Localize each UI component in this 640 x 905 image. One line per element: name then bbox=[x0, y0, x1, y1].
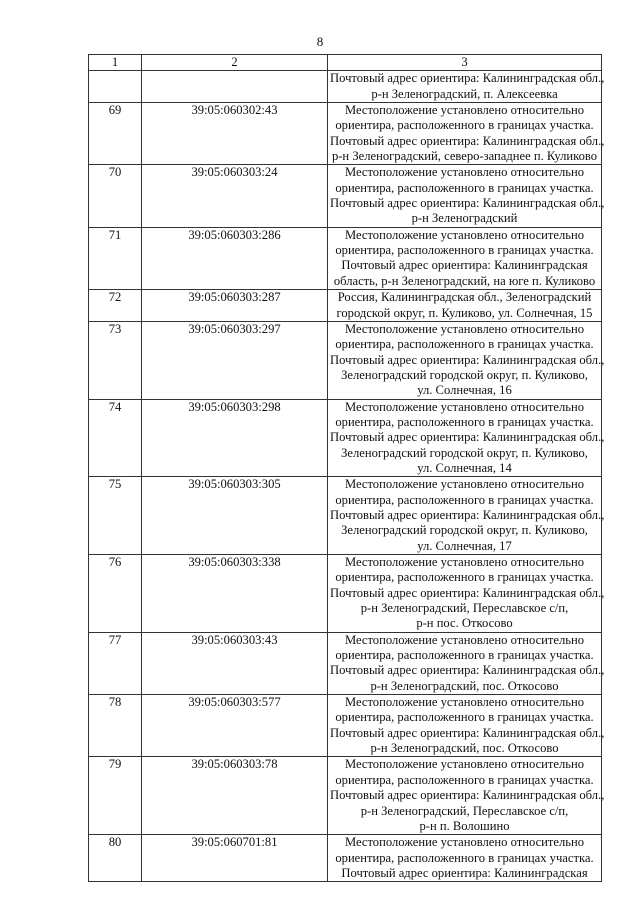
description-line: ориентира, расположенного в границах участка. bbox=[335, 180, 594, 195]
description-line: ориентира, расположенного в границах участка. bbox=[335, 772, 594, 787]
table-row bbox=[89, 71, 602, 103]
location-description bbox=[328, 757, 605, 835]
description-line: Местоположение установлено относительно bbox=[344, 165, 585, 180]
cadastral-number: 39:05:060303:577 bbox=[142, 695, 328, 757]
description-line: р-н Зеленоградский, п. Алексеевка bbox=[371, 86, 558, 101]
row-number: 80 bbox=[89, 835, 142, 882]
description-line: Почтовый адрес ориентира: Калининградская bbox=[341, 258, 588, 273]
table-row bbox=[89, 165, 602, 227]
cadastral-number: 39:05:060303:305 bbox=[142, 477, 328, 555]
table-row bbox=[89, 399, 602, 477]
row-number: 77 bbox=[89, 632, 142, 694]
header-col-3: 3 bbox=[328, 55, 602, 71]
row-number: 79 bbox=[89, 757, 142, 835]
description-line: Местоположение установлено относительно bbox=[344, 227, 585, 242]
row-number: 72 bbox=[89, 290, 142, 322]
table-row bbox=[89, 227, 602, 289]
table-body bbox=[89, 71, 605, 882]
location-description bbox=[328, 399, 605, 477]
description-line: ориентира, расположенного в границах участка. bbox=[335, 492, 594, 507]
row-number: 74 bbox=[89, 399, 142, 477]
row-number: 73 bbox=[89, 321, 142, 399]
location-description bbox=[328, 477, 605, 555]
cadastral-number: 39:05:060303:338 bbox=[142, 555, 328, 633]
location-description bbox=[328, 71, 605, 103]
table-row bbox=[89, 695, 602, 757]
description-line: ул. Солнечная, 16 bbox=[417, 383, 512, 398]
row-number: 69 bbox=[89, 103, 142, 165]
description-line: ориентира, расположенного в границах участка. bbox=[335, 570, 594, 585]
description-line: ориентира, расположенного в границах участка. bbox=[335, 243, 594, 258]
description-line: ориентира, расположенного в границах участка. bbox=[335, 118, 594, 133]
cadastral-number: 39:05:060303:298 bbox=[142, 399, 328, 477]
description-line: Почтовый адрес ориентира: Калининградская обл., bbox=[330, 352, 605, 367]
description-line: Почтовый адрес ориентира: Калининградская обл., bbox=[330, 788, 605, 803]
description-line: р-н Зеленоградский bbox=[411, 211, 518, 226]
description-line: р-н Зеленоградский, пос. Откосово bbox=[370, 741, 559, 756]
description-line: р-н пос. Откосово bbox=[416, 616, 513, 631]
cadastral-number: 39:05:060302:43 bbox=[142, 103, 328, 165]
description-line: Почтовый адрес ориентира: Калининградская обл., bbox=[330, 725, 605, 740]
row-number: 70 bbox=[89, 165, 142, 227]
table-row bbox=[89, 632, 602, 694]
description-line: р-н Зеленоградский, Переславское с/п, bbox=[360, 601, 569, 616]
description-line: ул. Солнечная, 14 bbox=[417, 460, 512, 475]
cadastral-number: 39:05:060303:286 bbox=[142, 227, 328, 289]
header-col-1: 1 bbox=[89, 55, 142, 71]
description-line: Местоположение установлено относительно bbox=[344, 321, 585, 336]
row-number: 71 bbox=[89, 227, 142, 289]
description-line: Местоположение установлено относительно bbox=[344, 555, 585, 569]
table-row bbox=[89, 321, 602, 399]
description-line: Зеленоградский городской округ, п. Куликово, bbox=[341, 367, 588, 382]
location-description bbox=[328, 695, 605, 757]
location-description bbox=[328, 835, 602, 882]
description-line: Почтовый адрес ориентира: Калининградская обл., bbox=[330, 133, 605, 148]
header-col-2: 2 bbox=[142, 55, 328, 71]
description-line: ориентира, расположенного в границах участка. bbox=[335, 337, 594, 352]
row-number: 78 bbox=[89, 695, 142, 757]
description-line: Местоположение установлено относительно bbox=[344, 477, 585, 492]
location-description bbox=[328, 555, 605, 633]
description-line: Местоположение установлено относительно bbox=[344, 835, 585, 850]
row-number: 75 bbox=[89, 477, 142, 555]
location-description bbox=[328, 103, 605, 165]
description-line: ориентира, расположенного в границах участка. bbox=[335, 850, 594, 865]
description-line: Почтовый адрес ориентира: Калининградская обл., bbox=[330, 663, 605, 678]
table-header-row bbox=[89, 55, 602, 71]
table-row bbox=[89, 477, 602, 555]
cadastral-number: 39:05:060303:287 bbox=[142, 290, 328, 322]
page-number: 8 bbox=[316, 34, 324, 49]
description-line: Почтовый адрес ориентира: Калининградская обл., bbox=[330, 430, 605, 445]
row-number: 76 bbox=[89, 555, 142, 633]
description-line: Зеленоградский городской округ, п. Куликово, bbox=[341, 523, 588, 538]
cadastral-number bbox=[142, 71, 328, 103]
description-line: область, р-н Зеленоградский, на юге п. Куликово bbox=[333, 273, 596, 288]
description-line: Россия, Калининградская обл., Зеленоградский bbox=[337, 290, 592, 305]
description-line: городской округ, п. Куликово, ул. Солнечная, 15 bbox=[336, 305, 593, 320]
description-line: Почтовый адрес ориентира: Калининградская обл., bbox=[330, 507, 605, 522]
description-line: ул. Солнечная, 17 bbox=[417, 538, 512, 553]
table-row bbox=[89, 757, 602, 835]
cadastral-number: 39:05:060303:297 bbox=[142, 321, 328, 399]
table-row bbox=[89, 835, 602, 882]
description-line: р-н п. Волошино bbox=[419, 818, 510, 833]
cadastral-number: 39:05:060303:78 bbox=[142, 757, 328, 835]
description-line: Местоположение установлено относительно bbox=[344, 399, 585, 414]
description-line: ориентира, расположенного в границах участка. bbox=[335, 648, 594, 663]
description-line: Местоположение установлено относительно bbox=[344, 103, 585, 118]
parcels-table bbox=[88, 54, 605, 882]
location-description bbox=[328, 165, 605, 227]
cadastral-number: 39:05:060303:43 bbox=[142, 632, 328, 694]
row-number bbox=[89, 71, 142, 103]
description-line: ориентира, расположенного в границах участка. bbox=[335, 414, 594, 429]
location-description bbox=[328, 290, 602, 322]
table-row bbox=[89, 290, 602, 322]
location-description bbox=[328, 227, 602, 289]
cadastral-number: 39:05:060701:81 bbox=[142, 835, 328, 882]
description-line: Местоположение установлено относительно bbox=[344, 695, 585, 710]
description-line: Почтовый адрес ориентира: Калининградская bbox=[341, 865, 588, 880]
description-line: Почтовый адрес ориентира: Калининградская обл., bbox=[330, 585, 605, 600]
description-line: р-н Зеленоградский, северо-западнее п. Куликово bbox=[331, 149, 598, 164]
description-line: Почтовый адрес ориентира: Калининградская обл., bbox=[330, 196, 605, 211]
description-line: р-н Зеленоградский, пос. Откосово bbox=[370, 678, 559, 693]
description-line: Почтовый адрес ориентира: Калининградская обл., bbox=[330, 71, 605, 86]
description-line: ориентира, расположенного в границах участка. bbox=[335, 710, 594, 725]
description-line: Местоположение установлено относительно bbox=[344, 632, 585, 647]
table-header bbox=[89, 55, 602, 71]
description-line: Местоположение установлено относительно bbox=[344, 757, 585, 772]
description-line: Зеленоградский городской округ, п. Куликово, bbox=[341, 445, 588, 460]
location-description bbox=[328, 321, 605, 399]
location-description bbox=[328, 632, 605, 694]
cadastral-number: 39:05:060303:24 bbox=[142, 165, 328, 227]
table-row bbox=[89, 103, 602, 165]
table-row bbox=[89, 555, 602, 633]
description-line: р-н Зеленоградский, Переславское с/п, bbox=[360, 803, 569, 818]
